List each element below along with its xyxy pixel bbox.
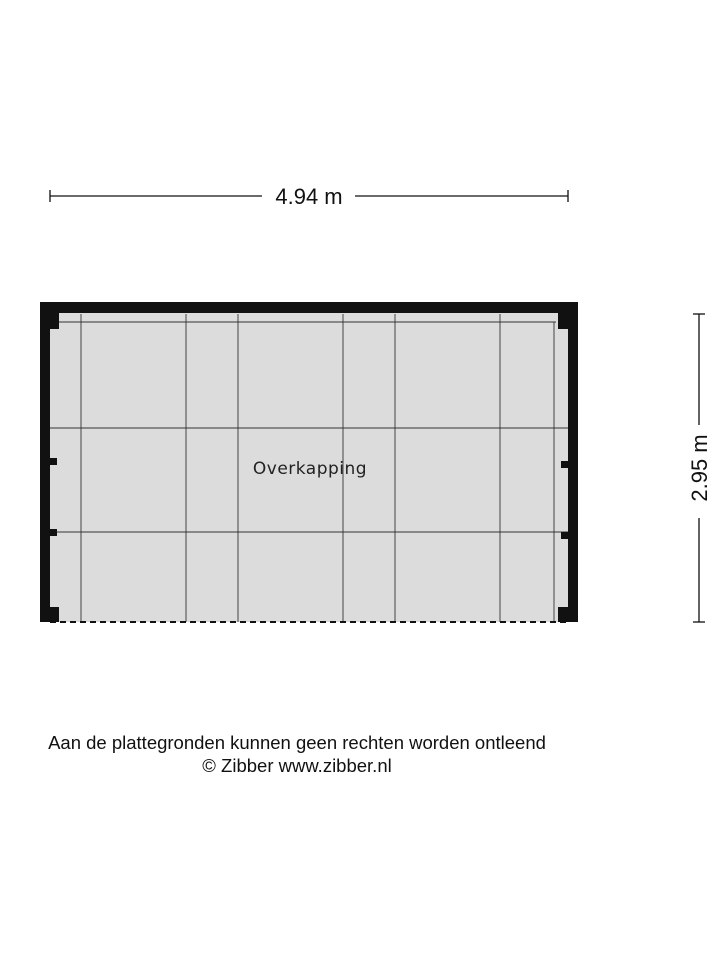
wall-left [40,302,50,622]
footer-disclaimer: Aan de plattegronden kunnen geen rechten worden ontleend [48,732,546,753]
depth-dimension [687,314,712,622]
post-bottom-right [558,607,568,622]
stud-right-1 [561,461,568,468]
wall-top [40,302,578,313]
width-dimension-label: 4.94 m [275,184,343,209]
footer-credit: © Zibber www.zibber.nl [202,755,392,776]
width-dimension [50,184,568,209]
room-overkapping [40,302,578,622]
post-top-left [50,313,59,329]
room-label: Overkapping [252,459,368,479]
stud-right-2 [561,532,568,539]
post-top-right [558,313,568,329]
wall-right [568,302,578,622]
depth-dimension-label: 2.95 m [687,434,712,502]
stud-left-2 [50,529,57,536]
stud-left-1 [50,458,57,465]
post-bottom-left [50,607,59,622]
